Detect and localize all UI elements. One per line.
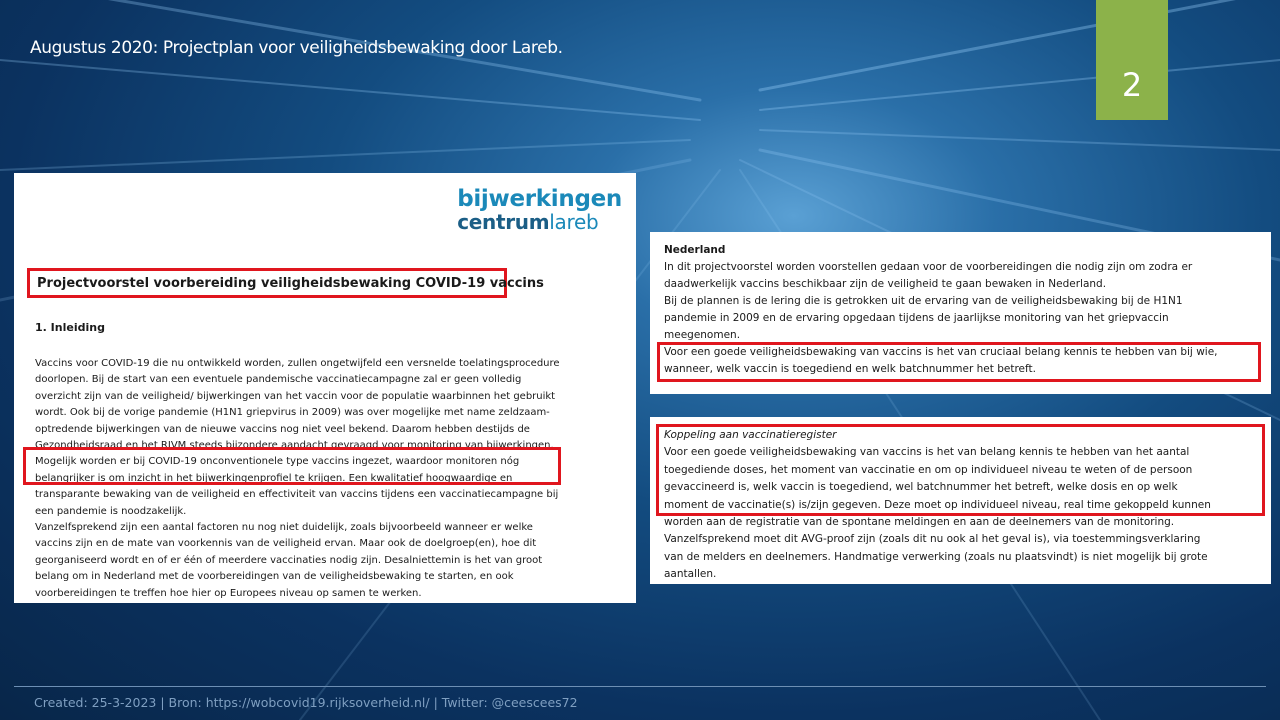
- logo-thin: lareb: [549, 210, 599, 234]
- text-line: overzicht zijn van de veiligheid/ bijwerkingen van het vaccin voor de populatie waarbinnen het gebruikt: [35, 390, 556, 402]
- text-line: meegenomen.: [664, 329, 741, 341]
- text-line: worden aan de registratie van de spontane meldingen en aan de deelnemers van de monitoring.: [664, 516, 1175, 529]
- highlight-box-onconventioneel: [23, 447, 561, 485]
- highlight-box-koppeling: [656, 424, 1265, 516]
- text-line: Vaccins voor COVID-19 die nu ontwikkeld worden, zullen ongetwijfeld een versnelde toelatingsprocedure: [35, 358, 560, 369]
- slide-title: Augustus 2020: Projectplan voor veiligheidsbewaking door Lareb.: [30, 38, 563, 58]
- text-line: Gezondheidsraad en het RIVM steeds bijzondere aandacht gevraagd voor monitoring van bijwerkingen.: [35, 440, 554, 452]
- document-excerpt-projectvoorstel: [14, 173, 636, 603]
- text-line: Vanzelfsprekend zijn een aantal factoren nu nog niet duidelijk, zoals bijvoorbeeld wanneer er welke: [35, 522, 533, 534]
- text-line: belangrijker is om inzicht in het bijwerkingenprofiel te krijgen. Een kwalitatief hoogwaardige en: [35, 472, 513, 484]
- logo-bold: centrum: [457, 210, 550, 234]
- koppeling-heading: Koppeling aan vaccinatieregister: [664, 429, 837, 441]
- text-line: voorbereidingen te treffen hoe hier op Europees niveau op samen te werken.: [35, 587, 422, 599]
- text-line: optredende bijwerkingen van de nieuwe vaccins nog niet veel bekend. Daarom hebben destijds de: [35, 423, 530, 435]
- text-line: wordt. Ook bij de vorige pandemie (H1N1 griepvirus in 2009) was over mogelijke met name zeldzaam-: [35, 407, 550, 419]
- page-number: 2: [1121, 66, 1143, 104]
- text-line: Voor een goede veiligheidsbewaking van vaccins is het van cruciaal belang kennis te hebben van bij wie,: [664, 346, 1218, 358]
- highlight-box-cruciaal-belang: [657, 342, 1261, 382]
- text-line: In dit projectvoorstel worden voorstellen gedaan voor de voorbereidingen die nodig zijn om zodra er: [664, 261, 1193, 273]
- text-line: georganiseerd wordt en of er één of meerdere vaccinaties nodig zijn. Desalniettemin is het van groot: [35, 554, 543, 566]
- text-line: toegediende doses, het moment van vaccinatie en om op individueel niveau te weten of de persoon: [664, 463, 1193, 476]
- text-line: daadwerkelijk vaccins beschikbaar zijn de veiligheid te gaan bewaken in Nederland.: [664, 278, 1107, 290]
- text-line: gevaccineerd is, welk vaccin is toegediend, wel batchnummer het betreft, welke dosis en op welk: [664, 481, 1178, 494]
- page-number-badge: [1096, 0, 1168, 120]
- text-line: aantallen.: [664, 568, 717, 581]
- section-heading: 1. Inleiding: [35, 321, 105, 334]
- logo-line2: [457, 211, 622, 233]
- text-line: Vanzelfsprekend moet dit AVG-proof zijn (zoals dit nu ook al het geval is), via toestemmingsverklaring: [664, 533, 1201, 546]
- project-title-highlight: [27, 268, 544, 298]
- footer-credits: Created: 25-3-2023 | Bron: https://wobcovid19.rijksoverheid.nl/ | Twitter: @ceescees72: [34, 695, 578, 710]
- text-line: Mogelijk worden er bij COVID-19 onconventionele type vaccins ingezet, waardoor monitoren nóg: [35, 456, 520, 468]
- text-line: Voor een goede veiligheidsbewaking van vaccins is het van belang kennis te hebben van het aantal: [664, 446, 1190, 459]
- text-line: van de melders en deelnemers. Handmatige verwerking (zoals nu plaatsvindt) is niet mogelijk bij grote: [664, 550, 1208, 563]
- text-line: pandemie in 2009 en de ervaring opgedaan tijdens de jaarlijkse monitoring van het griepvaccin: [664, 312, 1169, 324]
- nederland-heading: Nederland: [664, 244, 726, 256]
- text-line: vaccins zijn en de mate van voorkennis van de veiligheid ervan. Maar ook de doelgroep(en), hoe dit: [35, 538, 537, 550]
- text-line: belang om in Nederland met de voorbereidingen van de veiligheidsbewaking te starten, en ook: [35, 571, 514, 583]
- text-line: wanneer, welk vaccin is toegediend en welk batchnummer het betreft.: [664, 363, 1036, 375]
- document-excerpt-nederland: [650, 232, 1271, 394]
- footer-divider: [14, 686, 1266, 687]
- text-line: moment de vaccinatie(s) is/zijn gegeven. Deze moet op individueel niveau, real time gekoppeld kunnen: [664, 498, 1211, 511]
- text-line: Bij de plannen is de lering die is getrokken uit de ervaring van de veiligheidsbewaking bij de H1N1: [664, 295, 1183, 307]
- document-excerpt-koppeling: [650, 417, 1271, 584]
- text-line: transparante bewaking van de veiligheid en effectiviteit van vaccins tijdens een vaccinatiecampagne bij: [35, 489, 559, 501]
- text-line: een pandemie is noodzakelijk.: [35, 505, 187, 517]
- lareb-logo: [457, 187, 622, 233]
- logo-line1: bijwerkingen: [457, 186, 622, 212]
- project-title: Projectvoorstel voorbereiding veiligheidsbewaking COVID-19 vaccins: [37, 276, 544, 291]
- text-line: doorlopen. Bij de start van een eventuele pandemische vaccinatiecampagne zal er geen volledig: [35, 374, 522, 386]
